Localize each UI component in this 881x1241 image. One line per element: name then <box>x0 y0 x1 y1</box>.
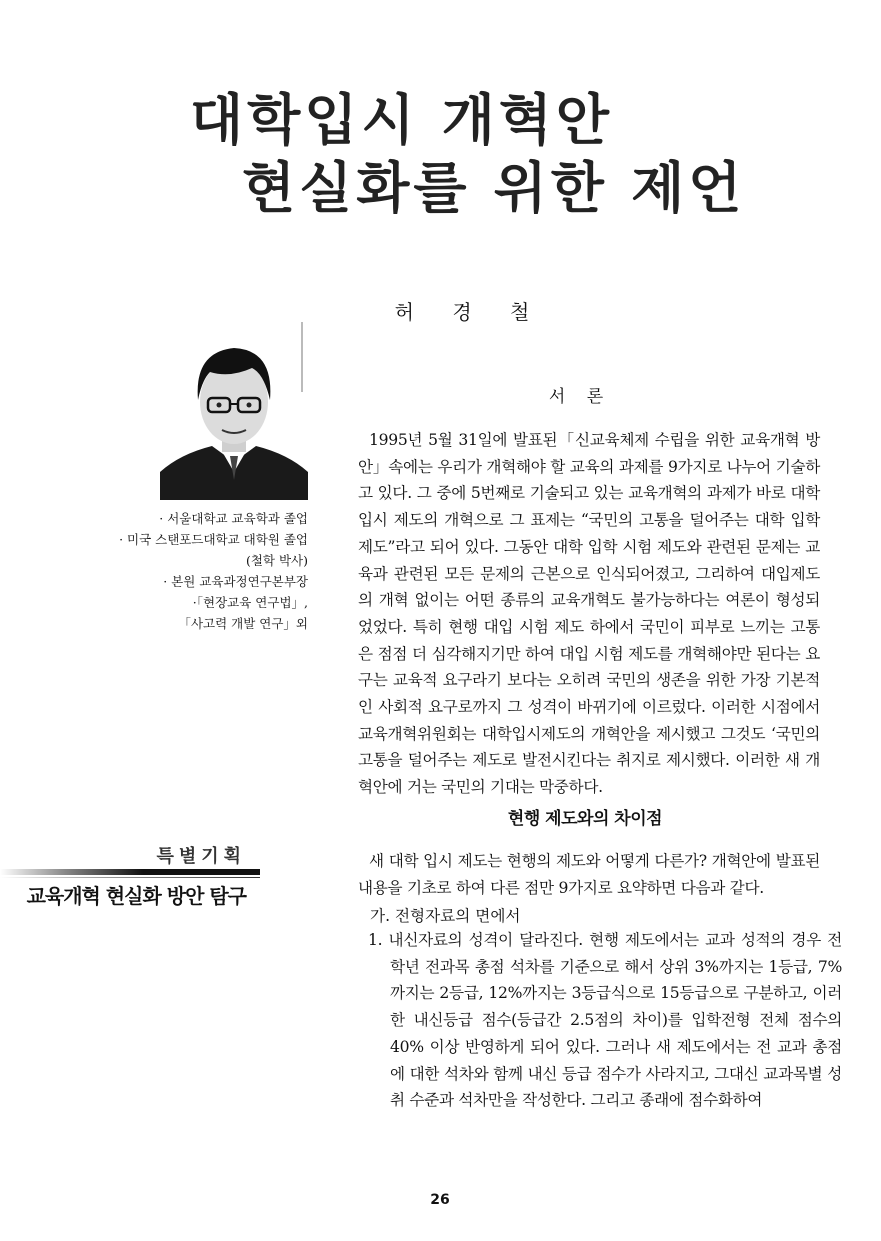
banner-rule <box>0 869 260 875</box>
section-title-intro: 서 론 <box>548 387 612 407</box>
article-title <box>190 88 750 220</box>
list-heading-a: 가. 전형자료의 면에서 <box>370 907 521 925</box>
bio-line: ·「현장교육 연구법」, <box>192 595 308 610</box>
author-name: 허 경 철 <box>394 300 546 324</box>
list-item-1: 1. 내신자료의 성격이 달라진다. 현행 제도에서는 교과 성적의 경우 전학년 전과목 총점 석차를 기준으로 해서 상위 3%까지는 1등급, 7%까지는 2등급, 12%까지는 3등급식으로 15등급으로 구분하고, 이러한 내신등급 점수(등급간 2.5점의 차이)를 입학전형 전체 점수의 40% 이상 반영하게 되어 있다. 그러나 새 제도에서는 전 교과 총점에 대한 석차와 함께 내신 등급 점수가 사라지고, 그대신 교과목별 성취 수준과 석차만을 작성한다. 그리고 종래에 점수화하여 <box>368 931 842 1110</box>
bio-line: 「사고력 개발 연구」외 <box>178 616 308 631</box>
bio-line: · 본원 교육과정연구본부장 <box>163 574 308 589</box>
title-line-1: 대학입시 개혁안 <box>190 88 614 152</box>
author-portrait-image <box>160 322 308 500</box>
special-feature-banner <box>0 842 260 908</box>
banner-rule-thin <box>0 877 260 878</box>
special-feature-subtitle: 교육개혁 현실화 방안 탐구 <box>26 884 246 908</box>
author-photo <box>160 322 308 500</box>
page-number: 26 <box>430 1192 450 1208</box>
differences-paragraph: 새 대학 입시 제도는 현행의 제도와 어떻게 다른가? 개혁안에 발표된 내용을 기초로 하여 다른 점만 9가지로 요약하면 다음과 같다. <box>358 852 820 897</box>
title-line-2: 현실화를 위한 제언 <box>242 155 746 220</box>
bio-line: · 서울대학교 교육학과 졸업 <box>159 511 308 526</box>
intro-paragraph: 1995년 5월 31일에 발표된「신교육체제 수립을 위한 교육개혁 방안」속에는 우리가 개혁해야 할 교육의 과제를 9가지로 나누어 기술하고 있다. 그 중에 5번째로 기술되고 있는 교육개혁의 과제가 바로 대학입시 제도의 개혁으로 그 표제는 “국민의 고통을 덜어주는 대학 입학 제도”라고 되어 있다. 그동안 대학 입학 시험 제도와 관련된 문제는 교육과 관련된 모든 문제의 근본으로 인식되어졌고, 그리하여 대입제도의 개혁 없이는 어떤 종류의 교육개혁도 불가능하다는 여론이 형성되었었다. 특히 현행 대입 시험 제도 하에서 국민이 피부로 느끼는 고통은 점점 더 심각해지기만 하여 대입 시험 제도를 개혁해야만 된다는 요구는 교육적 요구라기 보다는 오히려 국민의 생존을 위한 가장 기본적인 사회적 요구로까지 그 성격이 바뀌기에 이르렀다. 이러한 시점에서 교육개혁위원회는 대학입시제도의 개혁안을 제시했고 그것도 ‘국민의 고통을 덜어주는 제도로 발전시킨다는 취지로 제시했다. 이러한 새 개혁안에 거는 국민의 기대는 막중하다. <box>358 431 820 797</box>
section-title-differences: 현행 제도와의 차이점 <box>507 809 663 829</box>
special-feature-label: 특별기획 <box>156 846 246 867</box>
author-bio <box>60 508 308 634</box>
bio-line: · 미국 스탠포드대학교 대학원 졸업 <box>119 532 308 547</box>
bio-line: (철학 박사) <box>245 553 308 568</box>
